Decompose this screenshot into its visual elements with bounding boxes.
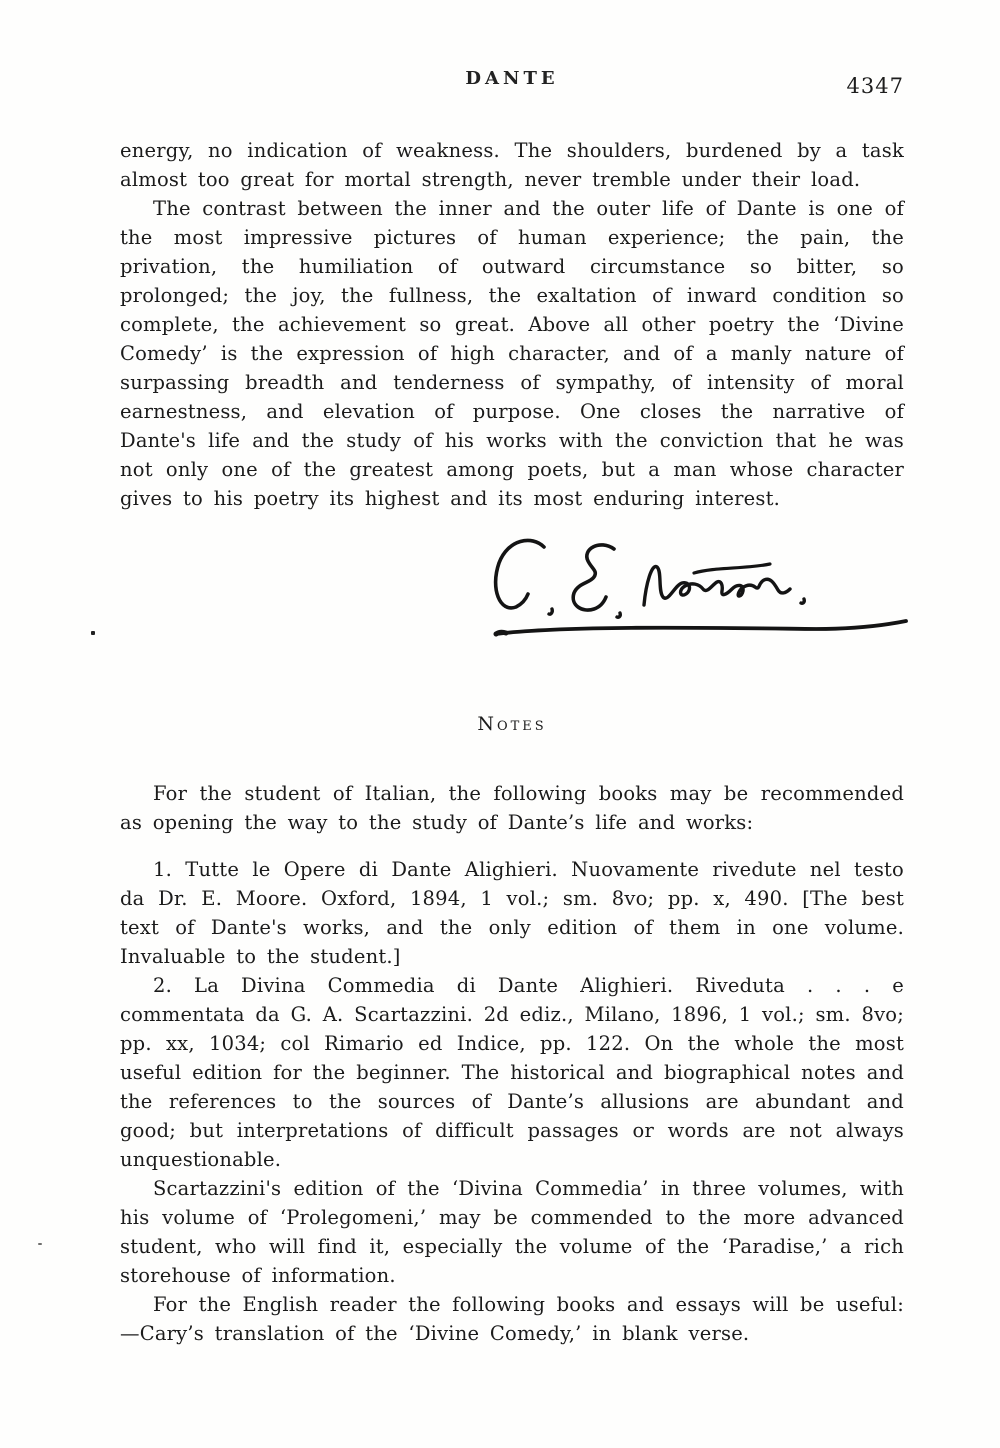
notes-paragraph: For the English reader the following books and essays will be useful:—Cary’s translation of the ‘Divine Comedy,’ in blank verse.: [120, 1293, 904, 1345]
signature-block: [120, 525, 904, 675]
page-number: 4347: [846, 74, 904, 98]
page-body: [120, 136, 904, 1348]
paragraph-continuation: energy, no indication of weakness. The shoulders, burdened by a task almost too great for mortal strength, never tremble under their load.: [120, 139, 904, 191]
notes-intro: For the student of Italian, the following books may be recommended as opening the way to the study of Dante’s life and works:: [120, 782, 904, 834]
running-title: DANTE: [465, 68, 559, 89]
signature-image: [486, 533, 916, 653]
ink-speck: [38, 1243, 42, 1245]
ink-speck: [91, 631, 95, 635]
notes-heading: Notes: [477, 713, 547, 735]
notes-item-1: 1. Tutte le Opere di Dante Alighieri. Nuovamente rivedute nel testo da Dr. E. Moore. Oxford, 1894, 1 vol.; sm. 8vo; pp. x, 490. [The best text of Dante's works, and the only edition of them in one volume. Invaluable to the student.]: [120, 858, 904, 968]
running-head: [120, 64, 904, 110]
paragraph: The contrast between the inner and the outer life of Dante is one of the most impressive pictures of human experience; the pain, the privation, the humiliation of outward circumstance so bitter, so prolonged; the joy, the fullness, the exaltation of inward condition so complete, the achievement so great. Above all other poetry the ‘Divine Comedy’ is the expression of high character, and of a manly nature of surpassing breadth and tenderness of sympathy, of intensity of moral earnestness, and elevation of purpose. One closes the narrative of Dante's life and the study of his works with the conviction that he was not only one of the greatest among poets, but a man whose character gives to his poetry its highest and its most enduring interest.: [120, 197, 904, 510]
notes-item-2: 2. La Divina Commedia di Dante Alighieri. Riveduta . . . e commentata da G. A. Scartazzini. 2d ediz., Milano, 1896, 1 vol.; sm. 8vo; pp. xx, 1034; col Rimario ed Indice, pp. 122. On the whole the most useful edition for the beginner. The historical and biographical notes and the references to the sources of Dante’s allusions are abundant and good; but interpretations of difficult passages or words are not always unquestionable.: [120, 974, 904, 1171]
signature-name: [120, 525, 121, 526]
notes-paragraph: Scartazzini's edition of the ‘Divina Commedia’ in three volumes, with his volume of ‘Prolegomeni,’ may be commended to the more advanced student, who will find it, especially the volume of the ‘Paradise,’ a rich storehouse of information.: [120, 1177, 904, 1287]
